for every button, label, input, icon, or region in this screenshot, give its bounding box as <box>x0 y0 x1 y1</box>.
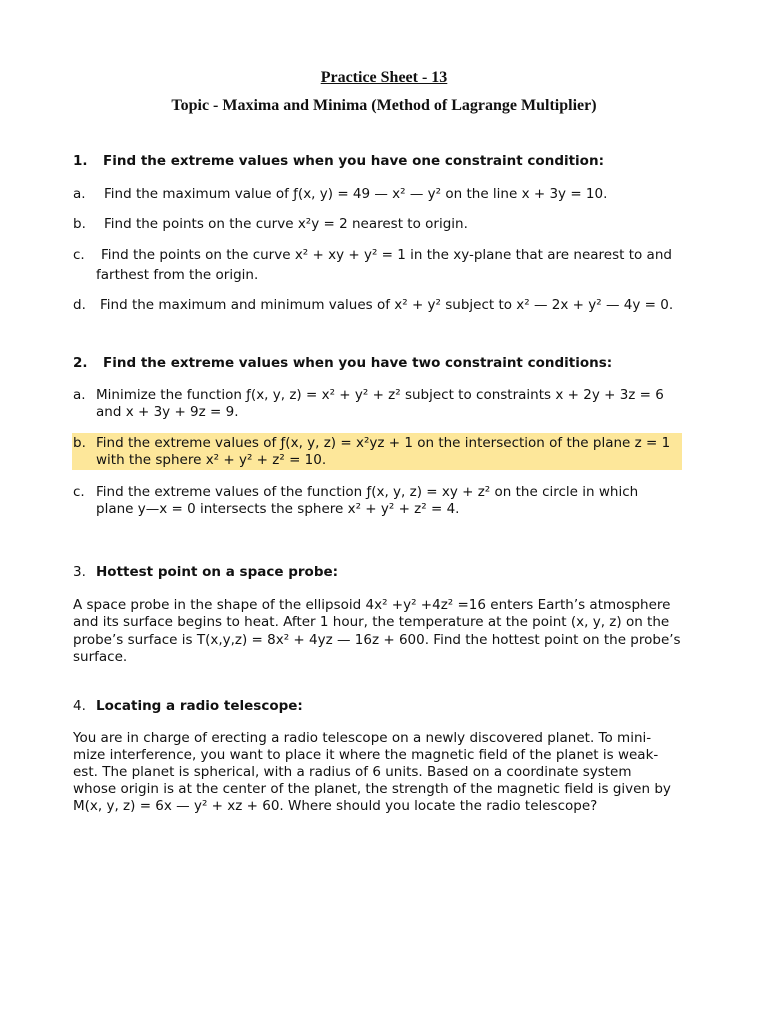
q4-line-3: est. The planet is spherical, with a radius of 6 units. Based on a coordinate system <box>73 764 632 780</box>
q3-line-1: A space probe in the shape of the ellipsoid 4x² +y² +4z² =16 enters Earth’s atmosphere <box>73 597 671 613</box>
q4-line-4: whose origin is at the center of the planet, the strength of the magnetic field is given by <box>73 781 671 797</box>
q1c-text-line-2: farthest from the origin. <box>96 267 259 283</box>
section-1-heading: Find the extreme values when you have one constraint condition: <box>103 153 604 169</box>
page-topic: Topic - Maxima and Minima (Method of Lagrange Multiplier) <box>171 97 597 114</box>
q4-line-5: M(x, y, z) = 6x — y² + xz + 60. Where should you locate the radio telescope? <box>73 798 598 814</box>
q2c-text-line-2: plane y—x = 0 intersects the sphere x² + y² + z² = 4. <box>96 501 460 517</box>
q3-line-4: surface. <box>73 649 128 665</box>
q1b-label: b. <box>73 216 86 232</box>
q4-line-2: mize interference, you want to place it where the magnetic field of the planet is weak- <box>73 747 659 763</box>
q2b-label: b. <box>73 435 86 451</box>
section-2-heading: Find the extreme values when you have two constraint conditions: <box>103 355 613 371</box>
q1a-label: a. <box>73 186 86 202</box>
q2a-text-line-2: and x + 3y + 9z = 9. <box>96 404 239 420</box>
q3-line-3: probe’s surface is T(x,y,z) = 8x² + 4yz — 16z + 600. Find the hottest point on the probe’s <box>73 632 681 648</box>
q1d-label: d. <box>73 297 86 313</box>
q2a-label: a. <box>73 387 86 403</box>
q1d-text: Find the maximum and minimum values of x² + y² subject to x² — 2x + y² — 4y = 0. <box>100 297 674 313</box>
section-4-heading: Locating a radio telescope: <box>96 698 303 714</box>
page-title: Practice Sheet - 13 <box>320 69 448 86</box>
q2b-text-line-1: Find the extreme values of ƒ(x, y, z) = x²yz + 1 on the intersection of the plane z = 1 <box>96 435 671 451</box>
q2c-text-line-1: Find the extreme values of the function ƒ(x, y, z) = xy + z² on the circle in which <box>96 484 639 500</box>
q2b-text-line-2: with the sphere x² + y² + z² = 10. <box>96 452 327 468</box>
q3-line-2: and its surface begins to heat. After 1 hour, the temperature at the point (x, y, z) on the <box>73 614 670 630</box>
section-3-number: 3. <box>73 564 86 580</box>
q1c-text-line-1: Find the points on the curve x² + xy + y² = 1 in the xy-plane that are nearest to and <box>101 247 672 263</box>
q1c-label: c. <box>73 247 85 263</box>
q4-line-1: You are in charge of erecting a radio telescope on a newly discovered planet. To mini- <box>73 730 652 746</box>
section-4-number: 4. <box>73 698 86 714</box>
q2a-text-line-1: Minimize the function ƒ(x, y, z) = x² + y² + z² subject to constraints x + 2y + 3z = 6 <box>96 387 664 403</box>
q1a-text: Find the maximum value of ƒ(x, y) = 49 — x² — y² on the line x + 3y = 10. <box>104 186 608 202</box>
section-1-number: 1. <box>73 153 88 169</box>
section-3-heading: Hottest point on a space probe: <box>96 564 339 580</box>
section-2-number: 2. <box>73 355 88 371</box>
q1b-text: Find the points on the curve x²y = 2 nearest to origin. <box>104 216 468 232</box>
q2c-label: c. <box>73 484 85 500</box>
